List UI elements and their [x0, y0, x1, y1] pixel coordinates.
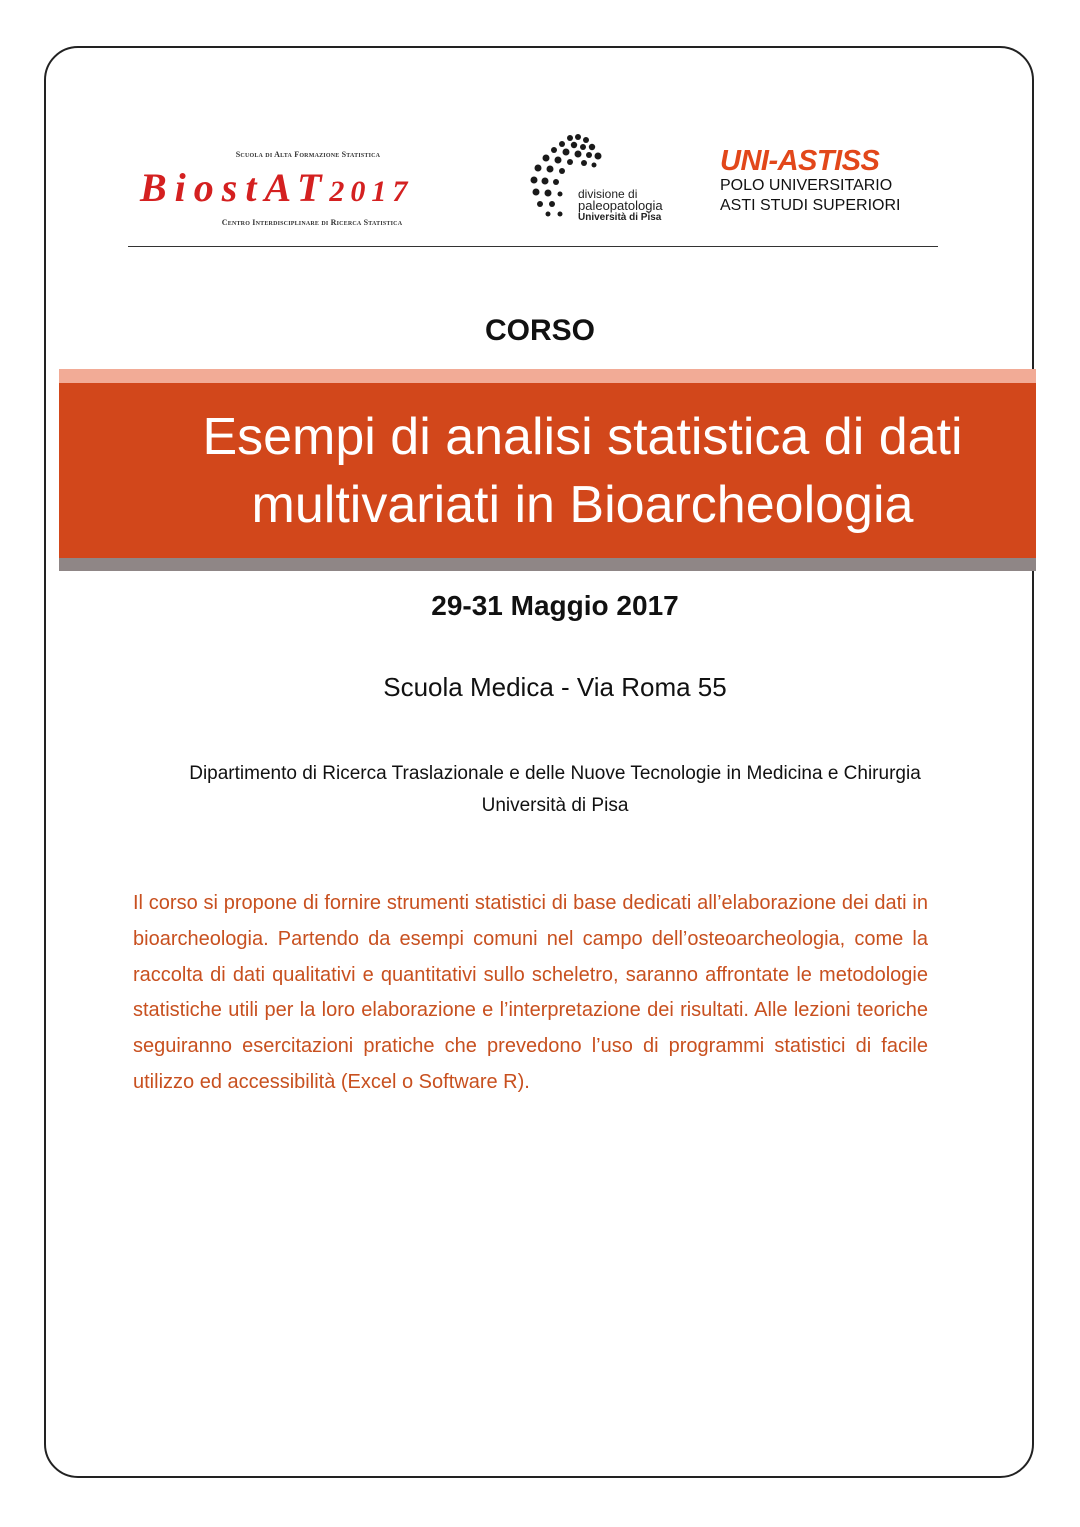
uni-astiss-logo: [720, 146, 930, 230]
biostat-logo-bottom-text: Centro Interdisciplinare di Ricerca Statistica: [221, 218, 403, 227]
uni-astiss-line-1: POLO UNIVERSITARIO: [720, 177, 893, 194]
title-banner-bottom-stripe: [59, 558, 1036, 571]
paleopatologia-logo: [528, 132, 678, 228]
biostat-logo: [140, 150, 500, 230]
uni-astiss-line-2: ASTI STUDI SUPERIORI: [720, 197, 901, 214]
department-name: Dipartimento di Ricerca Traslazionale e delle Nuove Tecnologie in Medicina e Chirurgia: [189, 763, 921, 784]
department-block: [0, 758, 1080, 822]
biostat-logo-year: 2017: [329, 175, 414, 208]
biostat-logo-name: BiostAT: [140, 165, 330, 210]
paleopatologia-line-1: divisione di: [578, 187, 638, 201]
university-name: Università di Pisa: [481, 795, 629, 816]
uni-astiss-wordmark: UNI-ASTISS: [720, 145, 880, 177]
course-label: CORSO: [484, 314, 595, 347]
course-description: Il corso si propone di fornire strumenti statistici di base dedicati all’elaborazione dei dati in bioarcheologia. Partendo da esempi comuni nel campo dell’osteoarcheologia, come la raccolta di dati qualitativi e quantitativi sullo scheletro, saranno affrontate le metodologie statistiche utili per la loro elaborazione e l’interpretazione dei risultati. Alle lezioni teoriche seguiranno esercitazioni pratiche che prevedono l’uso di programmi statistici di facile utilizzo ed accessibilità (Excel o Software R).: [133, 892, 928, 1093]
biostat-logo-wordmark: [140, 164, 500, 211]
paleopatologia-line-3: Università di Pisa: [578, 212, 662, 223]
paleopatologia-line-2: paleopatologia: [578, 198, 663, 213]
title-banner-top-stripe: [59, 369, 1036, 383]
course-dates: 29-31 Maggio 2017: [431, 590, 679, 621]
biostat-logo-top-text: Scuola di Alta Formazione Statistica: [235, 150, 381, 159]
course-venue: Scuola Medica - Via Roma 55: [383, 672, 727, 702]
header-divider: [128, 246, 938, 247]
paleopatologia-logo-text: [578, 188, 663, 224]
course-title-line-1: Esempi di analisi statistica di dati: [202, 408, 963, 466]
course-title-line-2: multivariati in Bioarcheologia: [251, 476, 914, 534]
title-banner: [59, 383, 1036, 558]
